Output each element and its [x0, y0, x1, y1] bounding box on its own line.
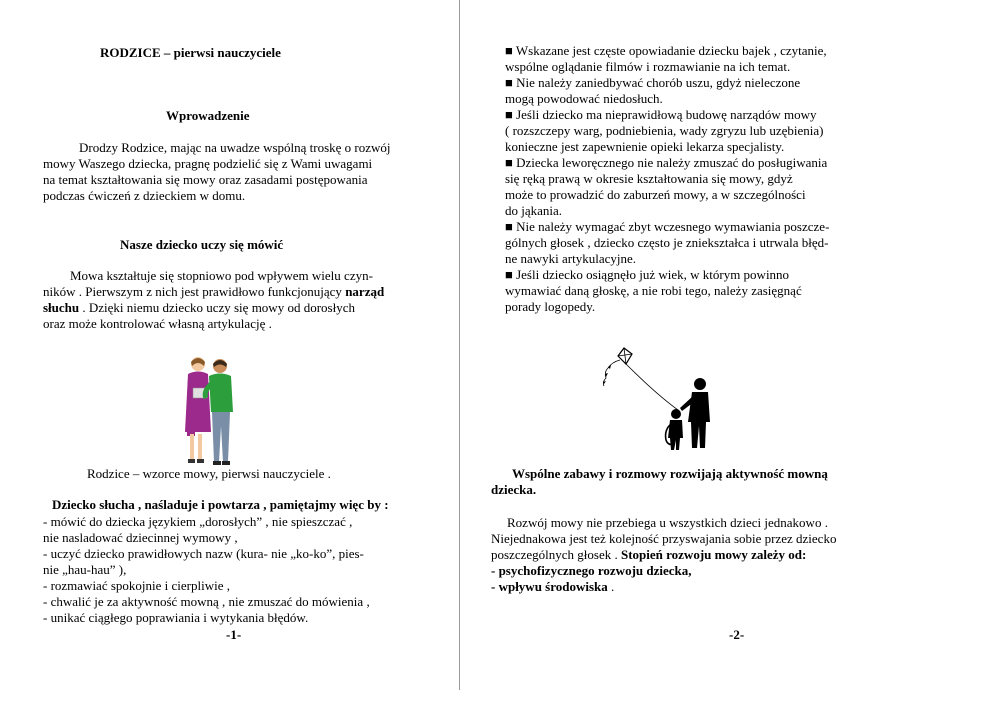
- list-heading: Dziecko słucha , naśladuje i powtarza , pamiętajmy więc by :: [52, 497, 389, 512]
- list-line: nie „hau-hau” ),: [43, 562, 127, 577]
- bullet-line: ■ Wskazane jest częste opowiadanie dziecku bajek , czytanie,: [505, 43, 827, 58]
- page-title: RODZICE – pierwsi nauczyciele: [100, 45, 281, 60]
- page-number: -1-: [226, 627, 242, 642]
- para-line: Rozwój mowy nie przebiega u wszystkich dzieci jednakowo .: [507, 515, 828, 530]
- bullet-line: się ręką prawą w okresie kształtowania się mowy, gdyż: [505, 171, 793, 186]
- bullet-line: konieczne jest zapewnienie opieki lekarza specjalisty.: [505, 139, 785, 154]
- bullet-line: gólnych głosek , dziecko często je zniekształca i utrwala błęd-: [505, 235, 829, 250]
- page-divider: [459, 0, 460, 690]
- factor-line: - wpływu środowiska .: [491, 579, 615, 594]
- intro-heading: Wprowadzenie: [166, 108, 250, 123]
- para-line: poszczególnych głosek . Stopień rozwoju mowy zależy od:: [491, 547, 807, 562]
- bullet-line: mogą powodować niedosłuch.: [505, 91, 663, 106]
- list-line: - chwalić je za aktywność mowną , nie zmuszać do mówienia ,: [43, 594, 370, 609]
- bullet-line: wymawiać daną głoskę, a nie robi tego, należy zasięgnąć: [505, 283, 802, 298]
- para-line: Mowa kształtuje się stopniowo pod wpływem wielu czyn-: [70, 268, 373, 283]
- list-line: nie nasladować dziecinnej wymowy ,: [43, 530, 238, 545]
- intro-line: na temat kształtowania się mowy oraz zasadami postępowania: [43, 172, 368, 187]
- bullet-line: ■ Nie należy zaniedbywać chorób uszu, gdyż nieleczone: [505, 75, 801, 90]
- para-line: słuchu . Dzięki niemu dziecko uczy się mowy od dorosłych: [43, 300, 355, 315]
- bullet-line: ■ Jeśli dziecko osiągnęło już wiek, w którym powinno: [505, 267, 790, 282]
- bullet-line: wspólne oglądanie filmów i rozmawianie na ich temat.: [505, 59, 791, 74]
- intro-line: podczas ćwiczeń z dzieckiem w domu.: [43, 188, 246, 203]
- bullet-line: ( rozszczepy warg, podniebienia, wady zgryzu lub uzębienia): [505, 123, 824, 138]
- bullet-line: do jąkania.: [505, 203, 563, 218]
- page-number: -2-: [729, 627, 745, 642]
- section-heading: Nasze dziecko uczy się mówić: [120, 237, 284, 252]
- factor-line: - psychofizycznego rozwoju dziecka,: [491, 563, 692, 578]
- list-line: - unikać ciągłego poprawiania i wytykania błędów.: [43, 610, 309, 625]
- section-heading-line: dziecka.: [491, 482, 537, 497]
- para-line: Niejednakowa jest też kolejność przyswajania sobie przez dziecko: [491, 531, 837, 546]
- para-line: oraz może kontrolować własną artykulację .: [43, 316, 272, 331]
- list-line: - uczyć dziecko prawidłowych nazw (kura- nie „ko-ko”, pies-: [43, 546, 364, 561]
- bullet-line: ne nawyki artykulacyjne.: [505, 251, 637, 266]
- bullet-line: porady logopedy.: [505, 299, 596, 314]
- illustration-caption: Rodzice – wzorce mowy, pierwsi nauczyciele .: [87, 466, 331, 481]
- section-heading-line: Wspólne zabawy i rozmowy rozwijają aktywność mowną: [512, 466, 828, 481]
- bullet-line: może to prowadzić do zaburzeń mowy, a w szczególności: [505, 187, 806, 202]
- intro-line: Drodzy Rodzice, mając na uwadze wspólną troskę o rozwój: [79, 140, 391, 155]
- kite-flying-illustration: [596, 344, 720, 452]
- parents-illustration: [178, 354, 240, 468]
- bullet-line: ■ Jeśli dziecko ma nieprawidłową budowę narządów mowy: [505, 107, 817, 122]
- bullet-line: ■ Dziecka leworęcznego nie należy zmuszać do posługiwania: [505, 155, 828, 170]
- list-line: - mówić do dziecka językiem „dorosłych” , nie spieszczać ,: [43, 514, 353, 529]
- bullet-line: ■ Nie należy wymagać zbyt wczesnego wymawiania poszcze-: [505, 219, 830, 234]
- para-line: ników . Pierwszym z nich jest prawidłowo funkcjonujący narząd: [43, 284, 385, 299]
- intro-line: mowy Waszego dziecka, pragnę podzielić się z Wami uwagami: [43, 156, 373, 171]
- list-line: - rozmawiać spokojnie i cierpliwie ,: [43, 578, 230, 593]
